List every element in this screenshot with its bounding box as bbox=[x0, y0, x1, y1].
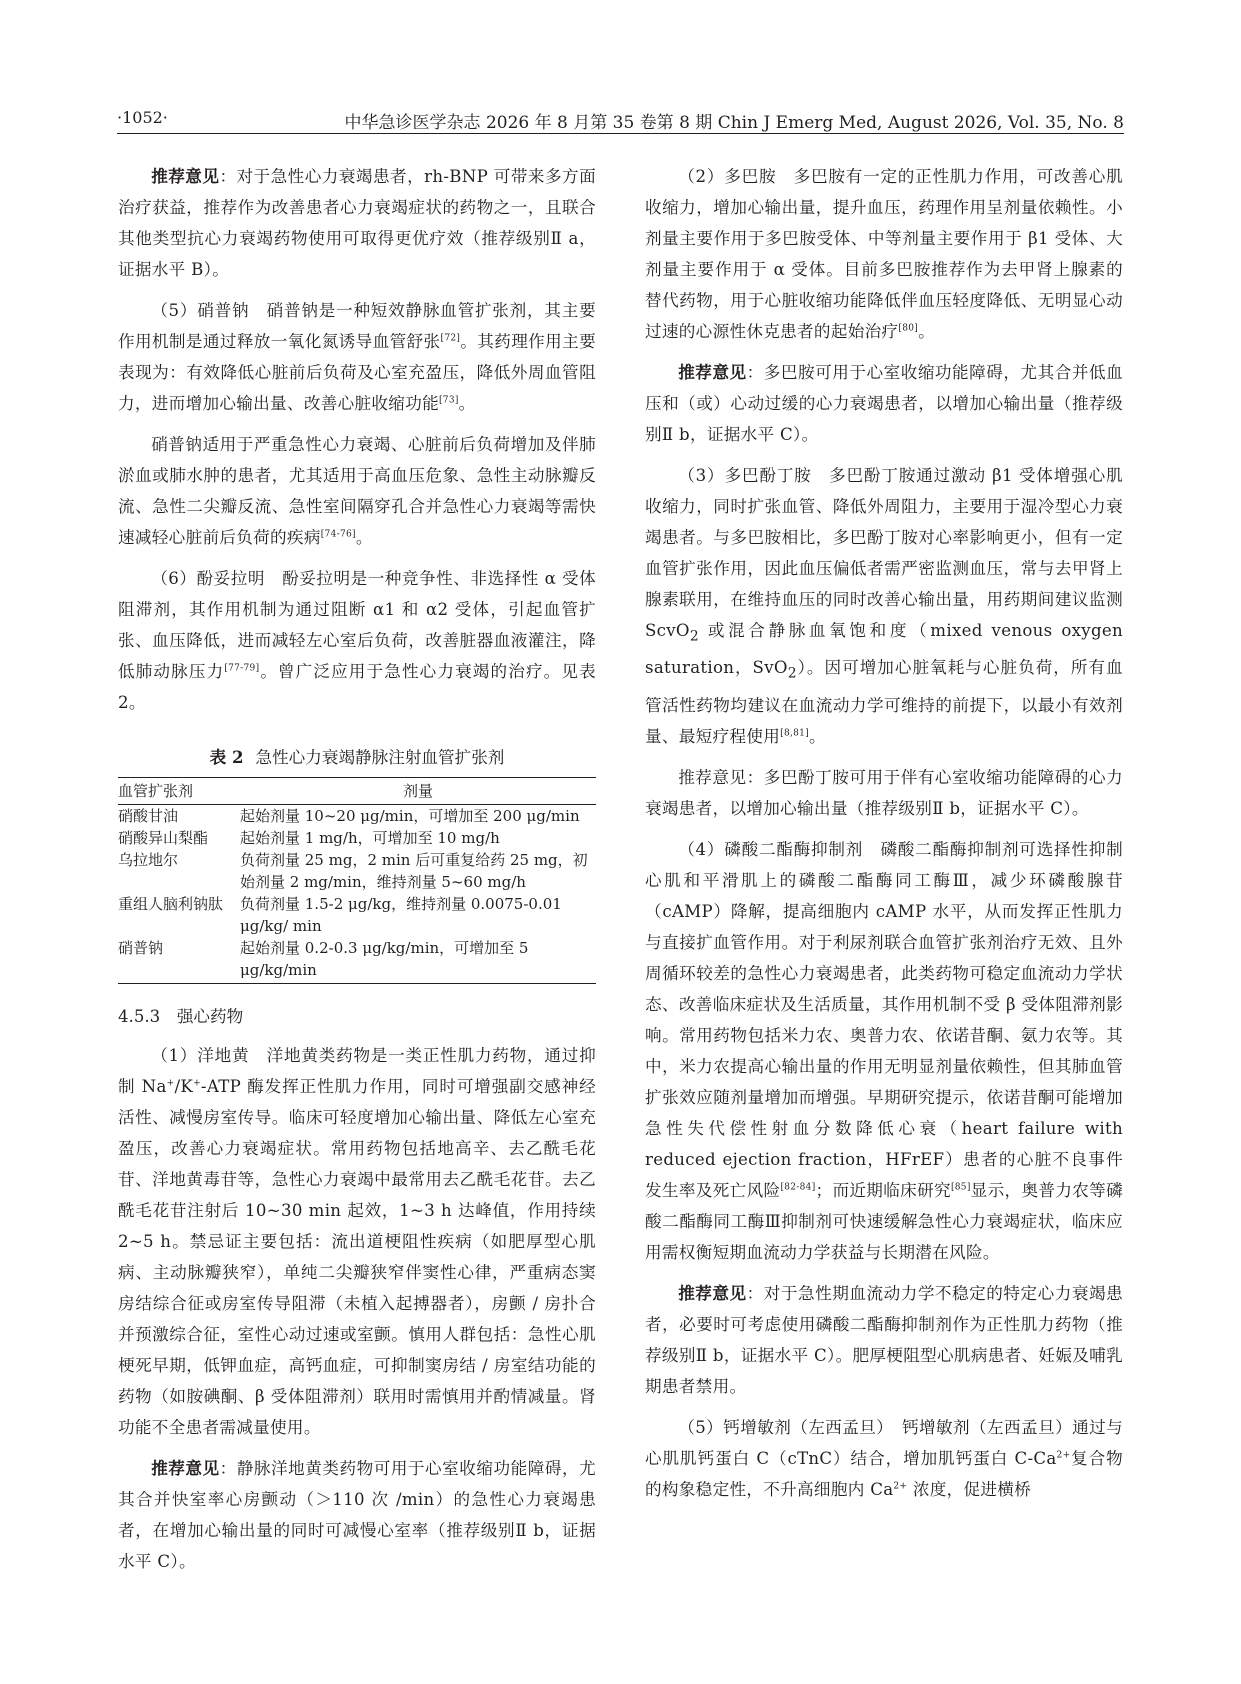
table-header-dose: 剂量 bbox=[240, 778, 596, 805]
table-cell-dose: 起始剂量 1 mg/h，可增加至 10 mg/h bbox=[240, 829, 500, 847]
paragraph-text: ）。因可增加心脏氧耗与心脏负荷，所有血管活性药物均建议在血流动力学可维持的前提下，以最小有效剂量、最短疗程使用 bbox=[645, 658, 1123, 746]
paragraph-phentolamine bbox=[118, 563, 596, 718]
paragraph-text: （5）硝普钠 硝普钠是一种短效静脉血管扩张剂，其主要作用机制是通过释放一氧化氮诱导血管舒张 bbox=[118, 301, 596, 351]
citation-ref: [73] bbox=[438, 395, 459, 406]
superscript: + bbox=[166, 1078, 175, 1089]
citation-ref: [80] bbox=[898, 323, 919, 334]
paragraph-pde-recommendation bbox=[645, 1278, 1123, 1402]
running-header bbox=[117, 104, 1124, 134]
table-row bbox=[118, 937, 596, 984]
superscript: 2+ bbox=[1056, 1450, 1071, 1461]
vasodilator-table bbox=[118, 777, 596, 984]
recommendation-label: 推荐意见 bbox=[151, 166, 220, 186]
superscript: + bbox=[193, 1078, 201, 1089]
paragraph-dopamine bbox=[645, 161, 1123, 347]
paragraph-text: 显示，奥普力农等磷酸二酯酶同工酶Ⅲ抑制剂可快速缓解急性心力衰竭症状，临床应用需权衡短期血流动力学获益与长期潜在风险。 bbox=[645, 1180, 1123, 1262]
paragraph-pde-inhibitor bbox=[645, 834, 1123, 1268]
paragraph-text: 硝普钠适用于严重急性心力衰竭、心脏前后负荷增加及伴肺淤血或肺水肿的患者，尤其适用于高血压危象、急性主动脉瓣反流、急性二尖瓣反流、急性室间隔穿孔合并急性心力衰竭等需快速减轻心脏前后负荷的疾病 bbox=[118, 435, 596, 547]
paragraph-nitroprusside-indications bbox=[118, 429, 596, 553]
citation-ref: [85] bbox=[950, 1182, 971, 1193]
paragraph-digitalis-recommendation bbox=[118, 1453, 596, 1577]
table-caption bbox=[118, 744, 596, 771]
recommendation-label: 推荐意见 bbox=[151, 1458, 220, 1478]
table-cell-dose: 起始剂量 0.2-0.3 μg/kg/min，可增加至 5 μg/kg/min bbox=[240, 937, 596, 984]
paragraph-text: ：多巴胺可用于心室收缩功能障碍，尤其合并低血压和（或）心动过缓的心力衰竭患者，以增加心输出量（推荐级别Ⅱ b，证据水平 C）。 bbox=[645, 363, 1123, 444]
citation-ref: [72] bbox=[440, 333, 461, 344]
section-heading: 4.5.3 强心药物 bbox=[118, 1007, 244, 1026]
citation-ref: [74-76] bbox=[320, 529, 356, 540]
paragraph-text: 。曾广泛应用于急性心力衰竭的治疗。见表 2。 bbox=[118, 662, 596, 712]
table-row bbox=[118, 827, 596, 849]
table-cell-dose: 负荷剂量 1.5-2 μg/kg，维持剂量 0.0075-0.01 μg/kg/ min bbox=[240, 895, 562, 935]
citation-ref: [82-84] bbox=[780, 1182, 816, 1193]
paragraph-dopamine-recommendation bbox=[645, 357, 1123, 450]
paragraph-text: （6）酚妥拉明 酚妥拉明是一种竞争性、非选择性 α 受体阻滞剂，其作用机制为通过阻断 α1 和 α2 受体，引起血管扩张、血压降低，进而减轻左心室后负荷，改善脏器血液灌注，降低肺动脉压力 bbox=[118, 569, 596, 681]
citation-ref: [8,81] bbox=[780, 728, 810, 739]
paragraph-dobutamine bbox=[645, 460, 1123, 752]
paragraph-text: 。 bbox=[918, 322, 935, 341]
paragraph-text: ；而近期临床研究 bbox=[815, 1180, 951, 1200]
table-cell-drug: 乌拉地尔 bbox=[118, 851, 179, 869]
table-header-drug: 血管扩张剂 bbox=[118, 778, 240, 805]
table-cell-drug: 重组人脑利钠肽 bbox=[118, 895, 224, 913]
paragraph-text: ：对于急性心力衰竭患者，rh-BNP 可带来多方面治疗获益，推荐作为改善患者心力衰竭症状的药物之一，且联合其他类型抗心力衰竭药物使用可取得更优疗效（推荐级别Ⅱ a，证据水平 B）。 bbox=[118, 167, 596, 279]
paragraph-text: 。 bbox=[809, 726, 826, 746]
paragraph-text: /K bbox=[174, 1077, 194, 1096]
table-title: 急性心力衰竭静脉注射血管扩张剂 bbox=[255, 748, 505, 767]
paragraph-text: （2）多巴胺 多巴胺有一定的正性肌力作用，可改善心肌收缩力，增加心输出量，提升血压，药理作用呈剂量依赖性。小剂量主要作用于多巴胺受体、中等剂量主要作用于 β1 受体、大剂量主要作用于 α 受体。目前多巴胺推荐作为去甲肾上腺素的替代药物，用于心脏收缩功能降低伴血压轻度降低、无明显心动过速的心源性休克患者的起始治疗 bbox=[645, 167, 1123, 341]
table-label: 表 2 bbox=[209, 747, 244, 767]
recommendation-label: 推荐意见 bbox=[678, 1282, 747, 1303]
paragraph-rhbnp-recommendation bbox=[118, 161, 596, 285]
paragraph-dobutamine-recommendation: 推荐意见：多巴酚丁胺可用于伴有心室收缩功能障碍的心力衰竭患者，以增加心输出量（推荐级别Ⅱ b，证据水平 C）。 bbox=[645, 767, 1123, 818]
paragraph-levosimendan bbox=[645, 1412, 1123, 1505]
paragraph-digitalis bbox=[118, 1040, 596, 1443]
paragraph-text: 。其药理作用主要表现为：有效降低心脏前后负荷及心室充盈压，降低外周血管阻力，进而增加心输出量、改善心脏收缩功能 bbox=[118, 332, 596, 413]
table-row bbox=[118, 893, 596, 937]
table-cell-drug: 硝普钠 bbox=[118, 937, 240, 984]
paragraph-text: ：静脉洋地黄类药物可用于心室收缩功能障碍，尤其合并快室率心房颤动（＞110 次 /min）的急性心力衰竭患者，在增加心输出量的同时可减慢心室率（推荐级别Ⅱ b，证据水平 C）。 bbox=[118, 1459, 596, 1571]
header-rule bbox=[117, 133, 1124, 134]
subscript: 2 bbox=[787, 665, 797, 682]
paragraph-nitroprusside bbox=[118, 295, 596, 419]
paragraph-text: 浓度，促进横桥 bbox=[907, 1479, 1032, 1499]
page-number: ·1052· bbox=[117, 108, 168, 127]
table-row bbox=[118, 805, 596, 828]
table-cell-drug: 硝酸异山梨酯 bbox=[118, 829, 209, 847]
subscript: 2 bbox=[689, 628, 699, 645]
table-row bbox=[118, 849, 596, 893]
superscript: 2+ bbox=[893, 1481, 908, 1492]
journal-citation: 中华急诊医学杂志 2026 年 8 月第 35 卷第 8 期 Chin J Emerg Med, August 2026, Vol. 35, No. 8 bbox=[344, 113, 1124, 133]
paragraph-text: 。 bbox=[458, 394, 476, 413]
paragraph-text: 或混合静脉血氧饱和度（mixed venous oxygen saturation，SvO bbox=[645, 621, 1123, 678]
citation-ref: [77-79] bbox=[224, 663, 260, 674]
recommendation-label: 推荐意见 bbox=[678, 362, 747, 382]
table-cell-dose: 负荷剂量 25 mg，2 min 后可重复给药 25 mg，初始剂量 2 mg/min，维持剂量 5~60 mg/h bbox=[240, 851, 588, 891]
paragraph-text: （1）洋地黄 洋地黄类药物是一类正性肌力药物，通过抑制 Na bbox=[118, 1046, 596, 1096]
table-cell-drug: 硝酸甘油 bbox=[118, 807, 179, 825]
paragraph-text: （3）多巴酚丁胺 多巴酚丁胺通过激动 β1 受体增强心肌收缩力，同时扩张血管、降低外周阻力，主要用于湿冷型心力衰竭患者。与多巴胺相比，多巴酚丁胺对心率影响更小，但有一定血管扩张作用，因此血压偏低者需严密监测血压，常与去甲肾上腺素联用，在维持血压的同时改善心输出量，用药期间建议监测 ScvO bbox=[645, 466, 1123, 640]
paragraph-text: （4）磷酸二酯酶抑制剂 磷酸二酯酶抑制剂可选择性抑制心肌和平滑肌上的磷酸二酯酶同工酶Ⅲ，减少环磷酸腺苷（cAMP）降解，提高细胞内 cAMP 水平，从而发挥正性肌力与直接扩血管作用。对于利尿剂联合血管扩张剂治疗无效、且外周循环较差的急性心力衰竭患者，此类药物可稳定血流动力学状态、改善临床症状及生活质量，其作用机制不受 β 受体阻滞剂影响。常用药物包括米力农、奥普力农、依诺昔酮、氨力农等。其中，米力农提高心输出量的作用无明显剂量依赖性，但其肺血管扩张效应随剂量增加而增强。早期研究提示，依诺昔酮可能增加急性失代偿性射血分数降低心衰（heart failure with reduced ejection fraction，HFrEF）患者的心脏不良事件发生率及死亡风险 bbox=[645, 839, 1123, 1200]
left-column bbox=[118, 161, 596, 1587]
paragraph-text: （5）钙增敏剂（左西孟旦） 钙增敏剂（左西孟旦）通过与心肌肌钙蛋白 C（cTnC）结合，增加肌钙蛋白 C-Ca bbox=[645, 1417, 1123, 1468]
right-column bbox=[645, 161, 1123, 1515]
paragraph-text: 。 bbox=[355, 528, 373, 547]
table-cell-dose: 起始剂量 10~20 μg/min，可增加至 200 μg/min bbox=[240, 807, 580, 825]
paragraph-text: ：对于急性期血流动力学不稳定的特定心力衰竭患者，必要时可考虑使用磷酸二酯酶抑制剂作为正性肌力药物（推荐级别Ⅱ b，证据水平 C）。肥厚梗阻型心肌病患者、妊娠及哺乳期患者禁用。 bbox=[645, 1283, 1123, 1396]
paragraph-text: 复合物的构象稳定性，不升高细胞内 Ca bbox=[645, 1448, 1123, 1499]
paragraph-text: -ATP 酶发挥正性肌力作用，同时可增强副交感神经活性、减慢房室传导。临床可轻度增加心输出量、降低左心室充盈压，改善心力衰竭症状。常用药物包括地高辛、去乙酰毛花苷、洋地黄毒苷等，急性心力衰竭中最常用去乙酰毛花苷。去乙酰毛花苷注射后 10~30 min 起效，1~3 h 达峰值，作用持续 2~5 h。禁忌证主要包括：流出道梗阻性疾病（如肥厚型心肌病、主动脉瓣狭窄），单纯二尖瓣狭窄伴窦性心律，严重病态窦房结综合征或房室传导阻滞（未植入起搏器者），房颤 / 房扑合并预激综合征，室性心动过速或室颤。慎用人群包括：急性心肌梗死早期，低钾血症，高钙血症，可抑制窦房结 / 房室结功能的药物（如胺碘酮、β 受体阻滞剂）联用时需慎用并酌情减量。肾功能不全患者需减量使用。 bbox=[118, 1077, 596, 1437]
